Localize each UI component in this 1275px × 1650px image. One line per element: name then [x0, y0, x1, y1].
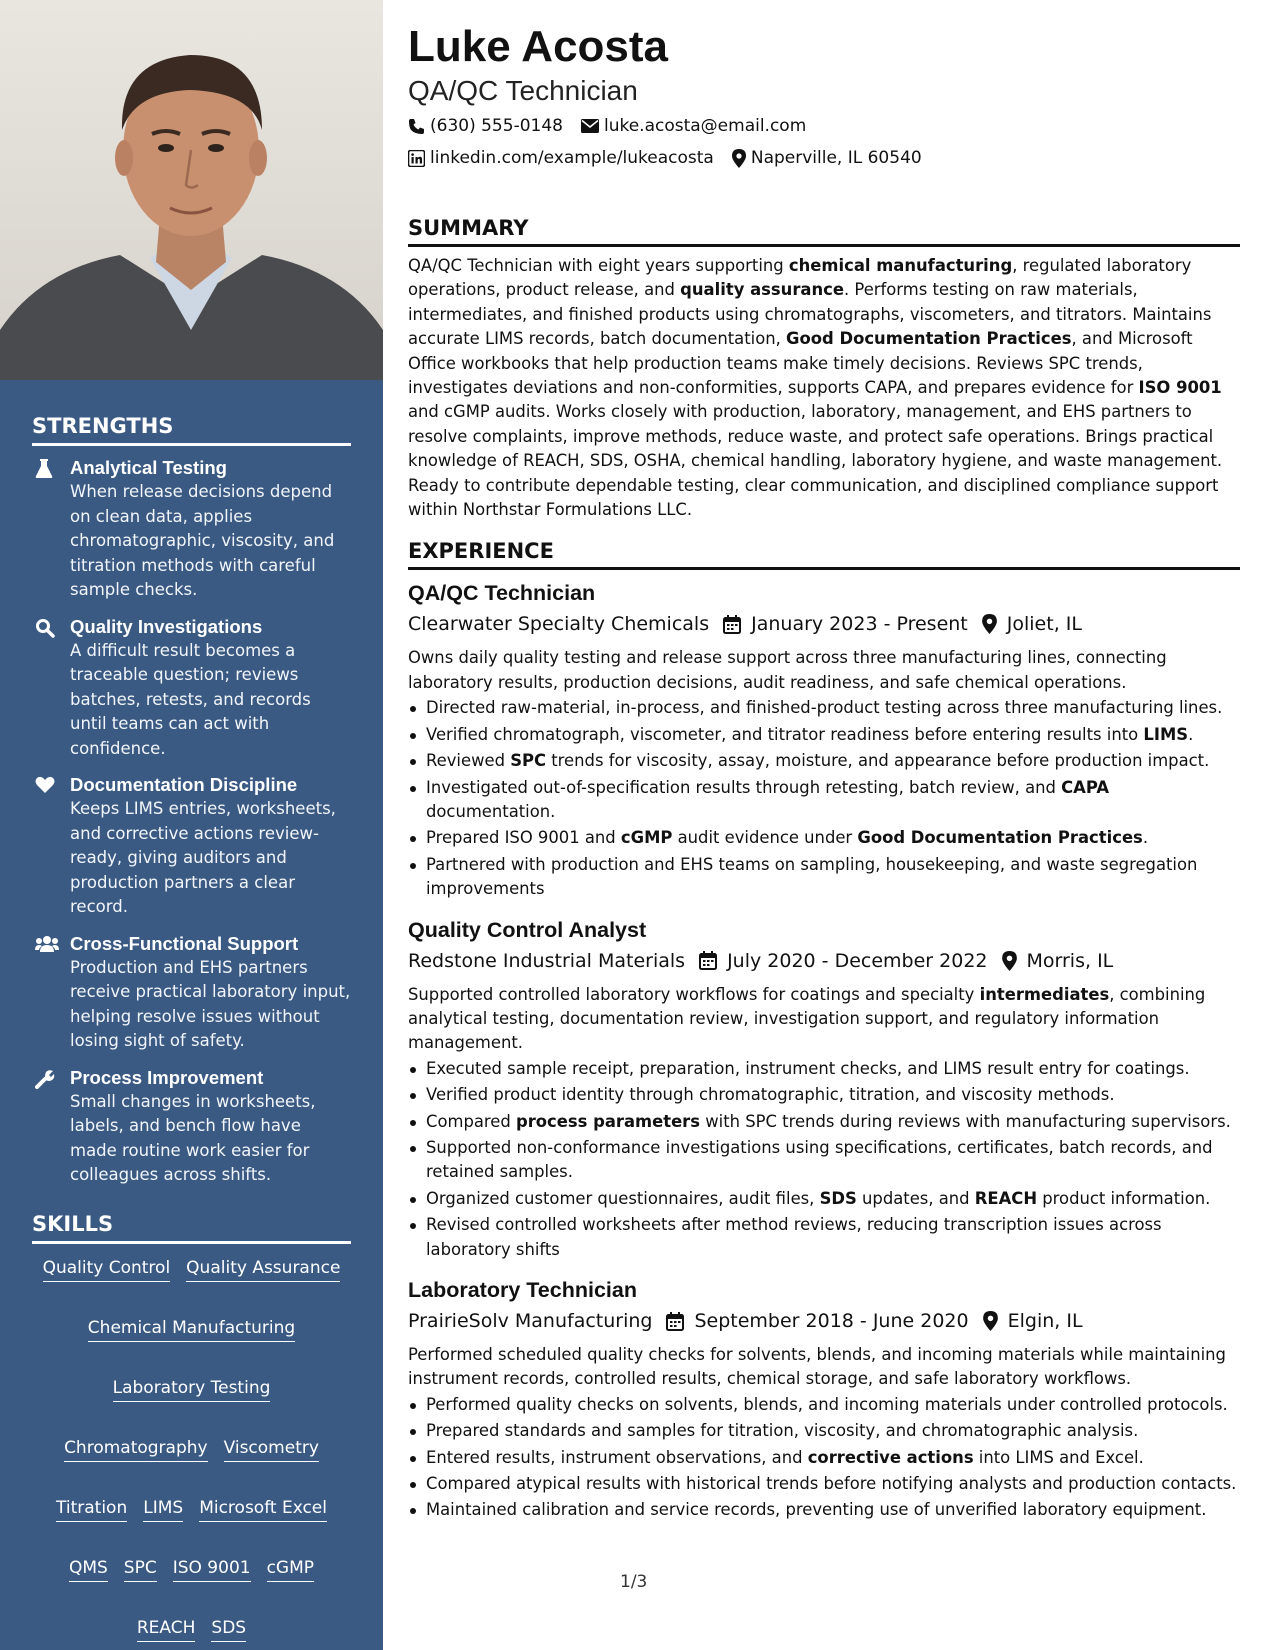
- skill-tag: Chromatography: [64, 1436, 208, 1462]
- strengths-section: [0, 414, 383, 1642]
- job-dates: January 2023 - Present: [751, 613, 968, 636]
- map-pin-icon: [982, 614, 997, 634]
- candidate-title: QA/QC Technician: [408, 75, 638, 106]
- bullet-item: Verified product identity through chromatographic, titration, and viscosity methods.: [408, 1083, 1240, 1107]
- bullet-item: Compared atypical results with historical trends before notifying analysts and production contacts.: [408, 1472, 1240, 1496]
- job-bullets: [408, 1057, 1240, 1262]
- calendar-icon: [723, 615, 741, 634]
- skill-tag: Chemical Manufacturing: [88, 1316, 295, 1342]
- job-dates: September 2018 - June 2020: [694, 1310, 969, 1332]
- summary-heading: SUMMARY: [408, 215, 1240, 247]
- strength-desc: Production and EHS partners receive practical laboratory input, helping resolve issues without losing sight of safety.: [70, 957, 351, 1050]
- strength-desc: Small changes in worksheets, labels, and bench flow have made routine work easier for colleagues across shifts.: [70, 1091, 316, 1184]
- job-location: Joliet, IL: [1006, 613, 1082, 636]
- skills-heading: SKILLS: [32, 1212, 351, 1244]
- job-title: QA/QC Technician: [408, 581, 596, 606]
- job-description: Supported controlled laboratory workflows for coatings and specialty intermediates, combining analytical testing, documentation review, investigation support, and regulatory information management.: [408, 984, 1206, 1053]
- experience-heading: EXPERIENCE: [408, 538, 1240, 570]
- sidebar: [0, 0, 383, 1650]
- job-bullets: [408, 696, 1240, 901]
- job-entry: [408, 1276, 1240, 1523]
- job-dates: July 2020 - December 2022: [727, 949, 988, 972]
- wrench-icon: [32, 1066, 70, 1188]
- email-text[interactable]: luke.acosta@email.com: [603, 116, 807, 136]
- job-entry: [408, 579, 1240, 901]
- strength-title: Quality Investigations: [70, 615, 263, 637]
- bullet-item: Prepared standards and samples for titration, viscosity, and chromatographic analysis.: [408, 1419, 1240, 1443]
- skill-tag: LIMS: [143, 1496, 183, 1522]
- bullet-item: Organized customer questionnaires, audit files, SDS updates, and REACH product information.: [408, 1187, 1240, 1211]
- strength-title: Cross-Functional Support: [70, 932, 299, 954]
- phone-text: (630) 555-0148: [430, 116, 563, 136]
- strength-item: [32, 773, 351, 920]
- strength-desc: A difficult result becomes a traceable question; reviews batches, retests, and records until teams can act with confidence.: [70, 640, 311, 758]
- job-meta: [408, 947, 1240, 975]
- skill-tag: Titration: [56, 1496, 127, 1522]
- job-bullets: [408, 1393, 1240, 1523]
- job-description: Performed scheduled quality checks for solvents, blends, and incoming materials while maintaining instrument records, controlled results, chemical storage, and safe laboratory workflows.: [408, 1345, 1226, 1389]
- skill-tag: Microsoft Excel: [199, 1496, 327, 1522]
- users-icon: [32, 932, 70, 1054]
- bullet-item: Verified chromatograph, viscometer, and titrator readiness before entering results into LIMS.: [408, 723, 1240, 747]
- bullet-item: Investigated out-of-specification results through retesting, batch review, and CAPA documentation.: [408, 776, 1240, 825]
- summary-text: QA/QC Technician with eight years supporting chemical manufacturing, regulated laboratory operations, product release, and quality assurance. Performs testing on raw materials, intermediates, and finished products using chromatographs, viscometers, and titrators. Maintains accurate LIMS records, batch documentation, Good Documentation Practices, and Microsoft Office workbooks that help production teams make timely decisions. Reviews SPC trends, investigates deviations and non-conformities, supports CAPA, and prepares evidence for ISO 9001 and cGMP audits. Works closely with production, laboratory, management, and EHS partners to resolve complaints, improve methods, reduce waste, and protect safe operations. Brings practical knowledge of REACH, SDS, OSHA, chemical handling, laboratory hygiene, and waste management. Ready to contribute dependable testing, clear communication, and disciplined compliance support within Northstar Formulations LLC.: [408, 256, 1223, 520]
- flask-icon: [32, 456, 70, 603]
- job-location: Elgin, IL: [1007, 1310, 1083, 1332]
- job-location: Morris, IL: [1026, 949, 1114, 972]
- bullet-item: Supported non-conformance investigations using specifications, certificates, batch records, and retained samples.: [408, 1136, 1240, 1185]
- email-contact[interactable]: [581, 114, 806, 138]
- strength-title: Process Improvement: [70, 1066, 264, 1088]
- location-contact: [732, 146, 922, 170]
- strength-title: Documentation Discipline: [70, 774, 298, 795]
- candidate-name: Luke Acosta: [408, 22, 669, 71]
- strengths-heading: STRENGTHS: [32, 414, 351, 446]
- page-number: 1/3: [620, 1572, 648, 1592]
- skill-tag: cGMP: [267, 1556, 314, 1582]
- strength-desc: Keeps LIMS entries, worksheets, and corrective actions review-ready, giving auditors and production partners a clear record.: [70, 799, 336, 916]
- strengths-list: [32, 456, 351, 1188]
- envelope-icon: [581, 119, 599, 133]
- contact-row: [408, 146, 1240, 170]
- skill-tag: Viscometry: [224, 1436, 319, 1462]
- bullet-item: Entered results, instrument observations, and corrective actions into LIMS and Excel.: [408, 1446, 1240, 1470]
- linkedin-icon: [408, 150, 425, 167]
- location-text: Naperville, IL 60540: [750, 148, 922, 168]
- profile-photo: [0, 0, 383, 380]
- skill-tag: QMS: [69, 1556, 108, 1582]
- bullet-item: Maintained calibration and service records, preventing use of unverified laboratory equipment.: [408, 1498, 1240, 1522]
- map-pin-icon: [1002, 951, 1017, 971]
- contact-row: [408, 114, 1240, 138]
- heart-icon: [32, 773, 70, 920]
- company-name: Clearwater Specialty Chemicals: [408, 613, 710, 636]
- skill-tag: Quality Control: [43, 1256, 171, 1282]
- bullet-item: Directed raw-material, in-process, and finished-product testing across three manufacturing lines.: [408, 696, 1240, 720]
- bullet-item: Partnered with production and EHS teams on sampling, housekeeping, and waste segregation improvements: [408, 853, 1240, 902]
- phone-icon: [408, 118, 425, 135]
- company-name: Redstone Industrial Materials: [408, 949, 686, 972]
- linkedin-contact[interactable]: [408, 146, 714, 170]
- skill-tag: Quality Assurance: [186, 1256, 340, 1282]
- job-title: Quality Control Analyst: [408, 917, 647, 942]
- bullet-item: Performed quality checks on solvents, blends, and incoming materials under controlled protocols.: [408, 1393, 1240, 1417]
- bullet-item: Compared process parameters with SPC trends during reviews with manufacturing supervisors.: [408, 1110, 1240, 1134]
- job-meta: [408, 1307, 1240, 1335]
- skill-tag: SPC: [124, 1556, 157, 1582]
- search-icon: [32, 615, 70, 762]
- strength-desc: When release decisions depend on clean data, applies chromatographic, viscosity, and titration methods with careful sample checks.: [70, 482, 335, 599]
- strength-title: Analytical Testing: [70, 457, 227, 478]
- calendar-icon: [666, 1312, 684, 1331]
- phone-contact: [408, 114, 563, 138]
- skill-tag: ISO 9001: [173, 1556, 251, 1582]
- bullet-item: Executed sample receipt, preparation, instrument checks, and LIMS result entry for coatings.: [408, 1057, 1240, 1081]
- skill-tag: SDS: [211, 1616, 246, 1642]
- job-entry: [408, 916, 1240, 1262]
- main-content: [408, 20, 1240, 1537]
- job-meta: [408, 610, 1240, 638]
- skill-tag: REACH: [137, 1616, 196, 1642]
- bullet-item: Prepared ISO 9001 and cGMP audit evidence under Good Documentation Practices.: [408, 826, 1240, 850]
- linkedin-text[interactable]: linkedin.com/example/lukeacosta: [430, 148, 714, 168]
- bullet-item: Revised controlled worksheets after method reviews, reducing transcription issues across laboratory shifts: [408, 1213, 1240, 1262]
- strength-item: [32, 615, 351, 762]
- map-pin-icon: [732, 149, 746, 168]
- calendar-icon: [699, 951, 717, 970]
- job-title: Laboratory Technician: [408, 1278, 637, 1302]
- map-pin-icon: [983, 1311, 998, 1331]
- strength-item: [32, 1066, 351, 1188]
- skills-list: [32, 1256, 351, 1642]
- strength-item: [32, 932, 351, 1054]
- company-name: PrairieSolv Manufacturing: [408, 1310, 653, 1332]
- job-description: Owns daily quality testing and release support across three manufacturing lines, connecting laboratory results, production decisions, audit readiness, and safe chemical operations.: [408, 648, 1167, 692]
- bullet-item: Reviewed SPC trends for viscosity, assay, moisture, and appearance before production impact.: [408, 749, 1240, 773]
- strength-item: [32, 456, 351, 603]
- skill-tag: Laboratory Testing: [113, 1376, 271, 1402]
